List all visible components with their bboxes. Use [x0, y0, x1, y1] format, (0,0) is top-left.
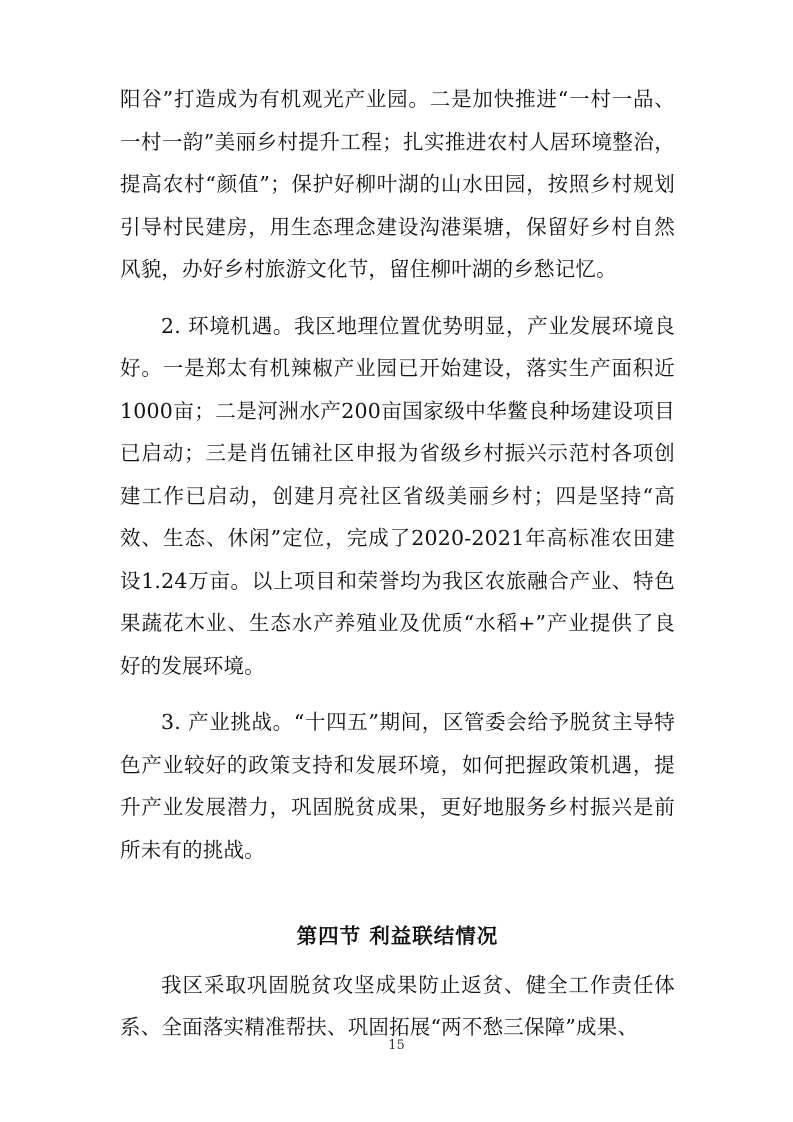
- page-number: 15: [388, 1038, 405, 1053]
- section-heading: 第四节 利益联结情况: [296, 924, 499, 948]
- page-content: [120, 78, 675, 1049]
- paragraph-industry-challenge: 3. 产业挑战。“十四五”期间，区管委会给予脱贫主导特色产业较好的政策支持和发展环境，如何把握政策机遇，提升产业发展潜力，巩固脱贫成果，更好地服务乡村振兴是前所未有的挑战。: [120, 710, 675, 862]
- paragraph-environment-opportunity: 2. 环境机遇。我区地理位置优势明显，产业发展环境良好。一是郑太有机辣椒产业园已开始建设，落实生产面积近1000亩；二是河洲水产200亩国家级中华鳖良种场建设项目已启动；三是肖伍铺社区申报为省级乡村振兴示范村各项创建工作已启动，创建月亮社区省级美丽乡村；四是坚持“高效、生态、休闲”定位，完成了2020-2021年高标准农田建设1.24万亩。以上项目和荣誉均为我区农旅融合产业、特色果蔬花木业、生态水产养殖业及优质“水稻+”产业提供了良好的发展环境。: [120, 313, 675, 678]
- paragraph-benefit-linkage: 我区采取巩固脱贫攻坚成果防止返贫、健全工作责任体系、全面落实精准帮扶、巩固拓展“两不愁三保障”成果、: [120, 972, 675, 1039]
- paragraph-rural-construction: 阳谷”打造成为有机观光产业园。二是加快推进“一村一品、一村一韵”美丽乡村提升工程；扎实推进农村人居环境整治，提高农村“颜值”；保护好柳叶湖的山水田园，按照乡村规划引导村民建房，用生态理念建设沟港渠塘，保留好乡村自然风貌，办好乡村旅游文化节，留住柳叶湖的乡愁记忆。: [120, 87, 675, 281]
